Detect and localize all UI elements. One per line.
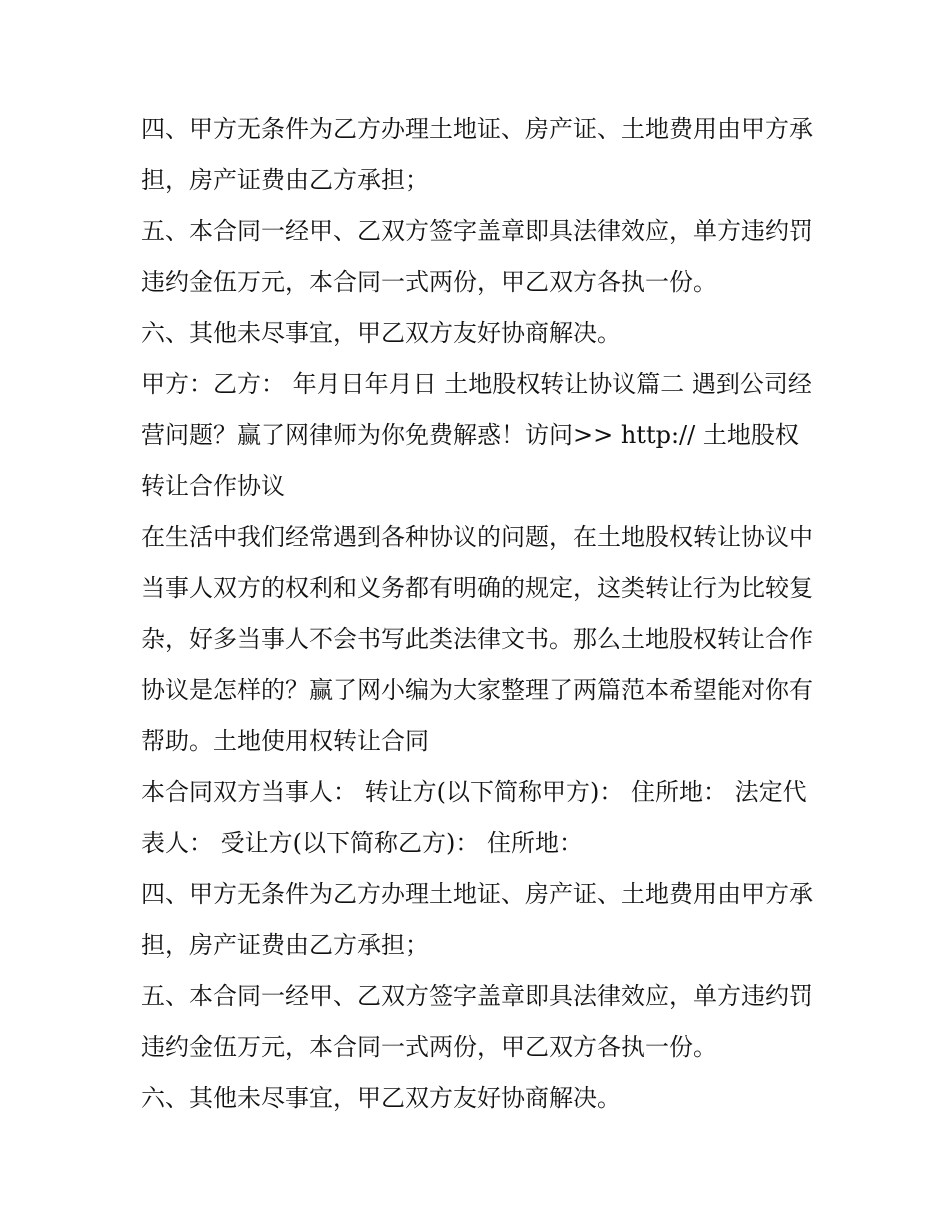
clause-4-paragraph: 四、甲方无条件为乙方办理土地证、房产证、土地费用由甲方承担，房产证费由乙方承担； xyxy=(141,115,813,194)
clause-4-repeat-paragraph: 四、甲方无条件为乙方办理土地证、房产证、土地费用由甲方承担，房产证费由乙方承担； xyxy=(141,880,813,959)
clause-5-repeat-paragraph: 五、本合同一经甲、乙双方签字盖章即具法律效应，单方违约罚违约金伍万元，本合同一式两份，甲乙双方各执一份。 xyxy=(141,982,813,1061)
clause-6-repeat-paragraph: 六、其他未尽事宜，甲乙双方友好协商解决。 xyxy=(141,1084,621,1112)
intro-paragraph: 在生活中我们经常遇到各种协议的问题，在土地股权转让协议中当事人双方的权利和义务都有明确的规定，这类转让行为比较复杂，好多当事人不会书写此类法律文书。那么土地股权转让合作协议是怎样的？赢了网小编为大家整理了两篇范本希望能对你有帮助。土地使用权转让合同 xyxy=(141,523,813,755)
clause-6-paragraph: 六、其他未尽事宜，甲乙双方友好协商解决。 xyxy=(141,319,621,347)
clause-5-paragraph: 五、本合同一经甲、乙双方签字盖章即具法律效应，单方违约罚违约金伍万元，本合同一式两份，甲乙双方各执一份。 xyxy=(141,217,813,296)
document-body xyxy=(141,104,813,1124)
parties-paragraph: 本合同双方当事人： 转让方(以下简称甲方)： 住所地： 法定代表人： 受让方(以下简称乙方)： 住所地： xyxy=(141,778,807,857)
signature-and-heading-paragraph: 甲方：乙方： 年月日年月日 土地股权转让协议篇二 遇到公司经营问题？赢了网律师为你免费解惑！访问>> http:// 土地股权转让合作协议 xyxy=(141,370,812,500)
